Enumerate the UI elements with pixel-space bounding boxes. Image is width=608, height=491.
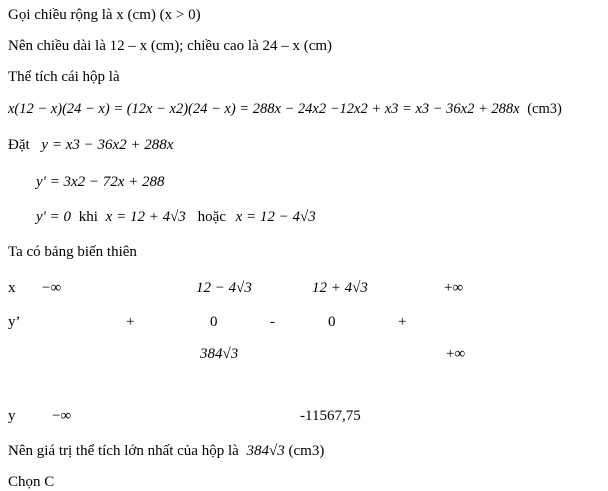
root-plus: x = 12 + 4√3 (105, 209, 186, 225)
x-neg-inf: −∞ (42, 280, 62, 296)
y-row-label: y (8, 408, 16, 424)
yprime-zero-2: 0 (328, 314, 336, 330)
line-1: Gọi chiều rộng là x (cm) (x > 0) (8, 7, 201, 23)
yprime-sign-3: + (398, 314, 407, 330)
derivative-line: y' = 3x2 − 72x + 288 (36, 174, 165, 190)
line-2: Nên chiều dài là 12 – x (cm); chiều cao là 24 – x (cm) (8, 38, 333, 54)
khi-word: khi (78, 209, 98, 225)
x-row-label: x (8, 280, 16, 296)
conclusion-unit: (cm3) (288, 443, 325, 459)
line-3: Thể tích cái hộp là (8, 69, 120, 85)
y-pos-inf: +∞ (446, 346, 466, 362)
volume-expression (8, 100, 562, 118)
y-max-value: 384√3 (200, 346, 239, 362)
roots-line (36, 208, 316, 226)
conclusion-value: 384√3 (246, 443, 285, 459)
set-label: Đặt (8, 137, 30, 153)
function-expression: y = x3 − 36x2 + 288x (41, 137, 174, 153)
yprime-sign-2: - (270, 314, 275, 330)
set-function-line (8, 136, 173, 154)
x-root-1: 12 − 4√3 (196, 280, 252, 296)
root-minus: x = 12 − 4√3 (235, 209, 316, 225)
variation-table-title: Ta có bảng biến thiên (8, 244, 137, 260)
derivative-zero: y' = 0 (36, 209, 71, 225)
conclusion-line (8, 442, 324, 460)
volume-unit: (cm3) (527, 101, 562, 117)
y-neg-inf: −∞ (52, 408, 72, 424)
x-root-2: 12 + 4√3 (312, 280, 368, 296)
conclusion-text: Nên giá trị thể tích lớn nhất của hộp là (8, 443, 239, 459)
yprime-zero-1: 0 (210, 314, 218, 330)
hoac-word: hoặc (197, 209, 226, 225)
yprime-row-label: y’ (8, 314, 21, 330)
answer-line: Chọn C (8, 474, 55, 490)
y-min-value: -11567,75 (300, 408, 361, 424)
yprime-sign-1: + (126, 314, 135, 330)
x-pos-inf: +∞ (444, 280, 464, 296)
volume-expression-text: x(12 − x)(24 − x) = (12x − x2)(24 − x) = 288x − 24x2 −12x2 + x3 = x3 − 36x2 + 288x (8, 101, 520, 117)
